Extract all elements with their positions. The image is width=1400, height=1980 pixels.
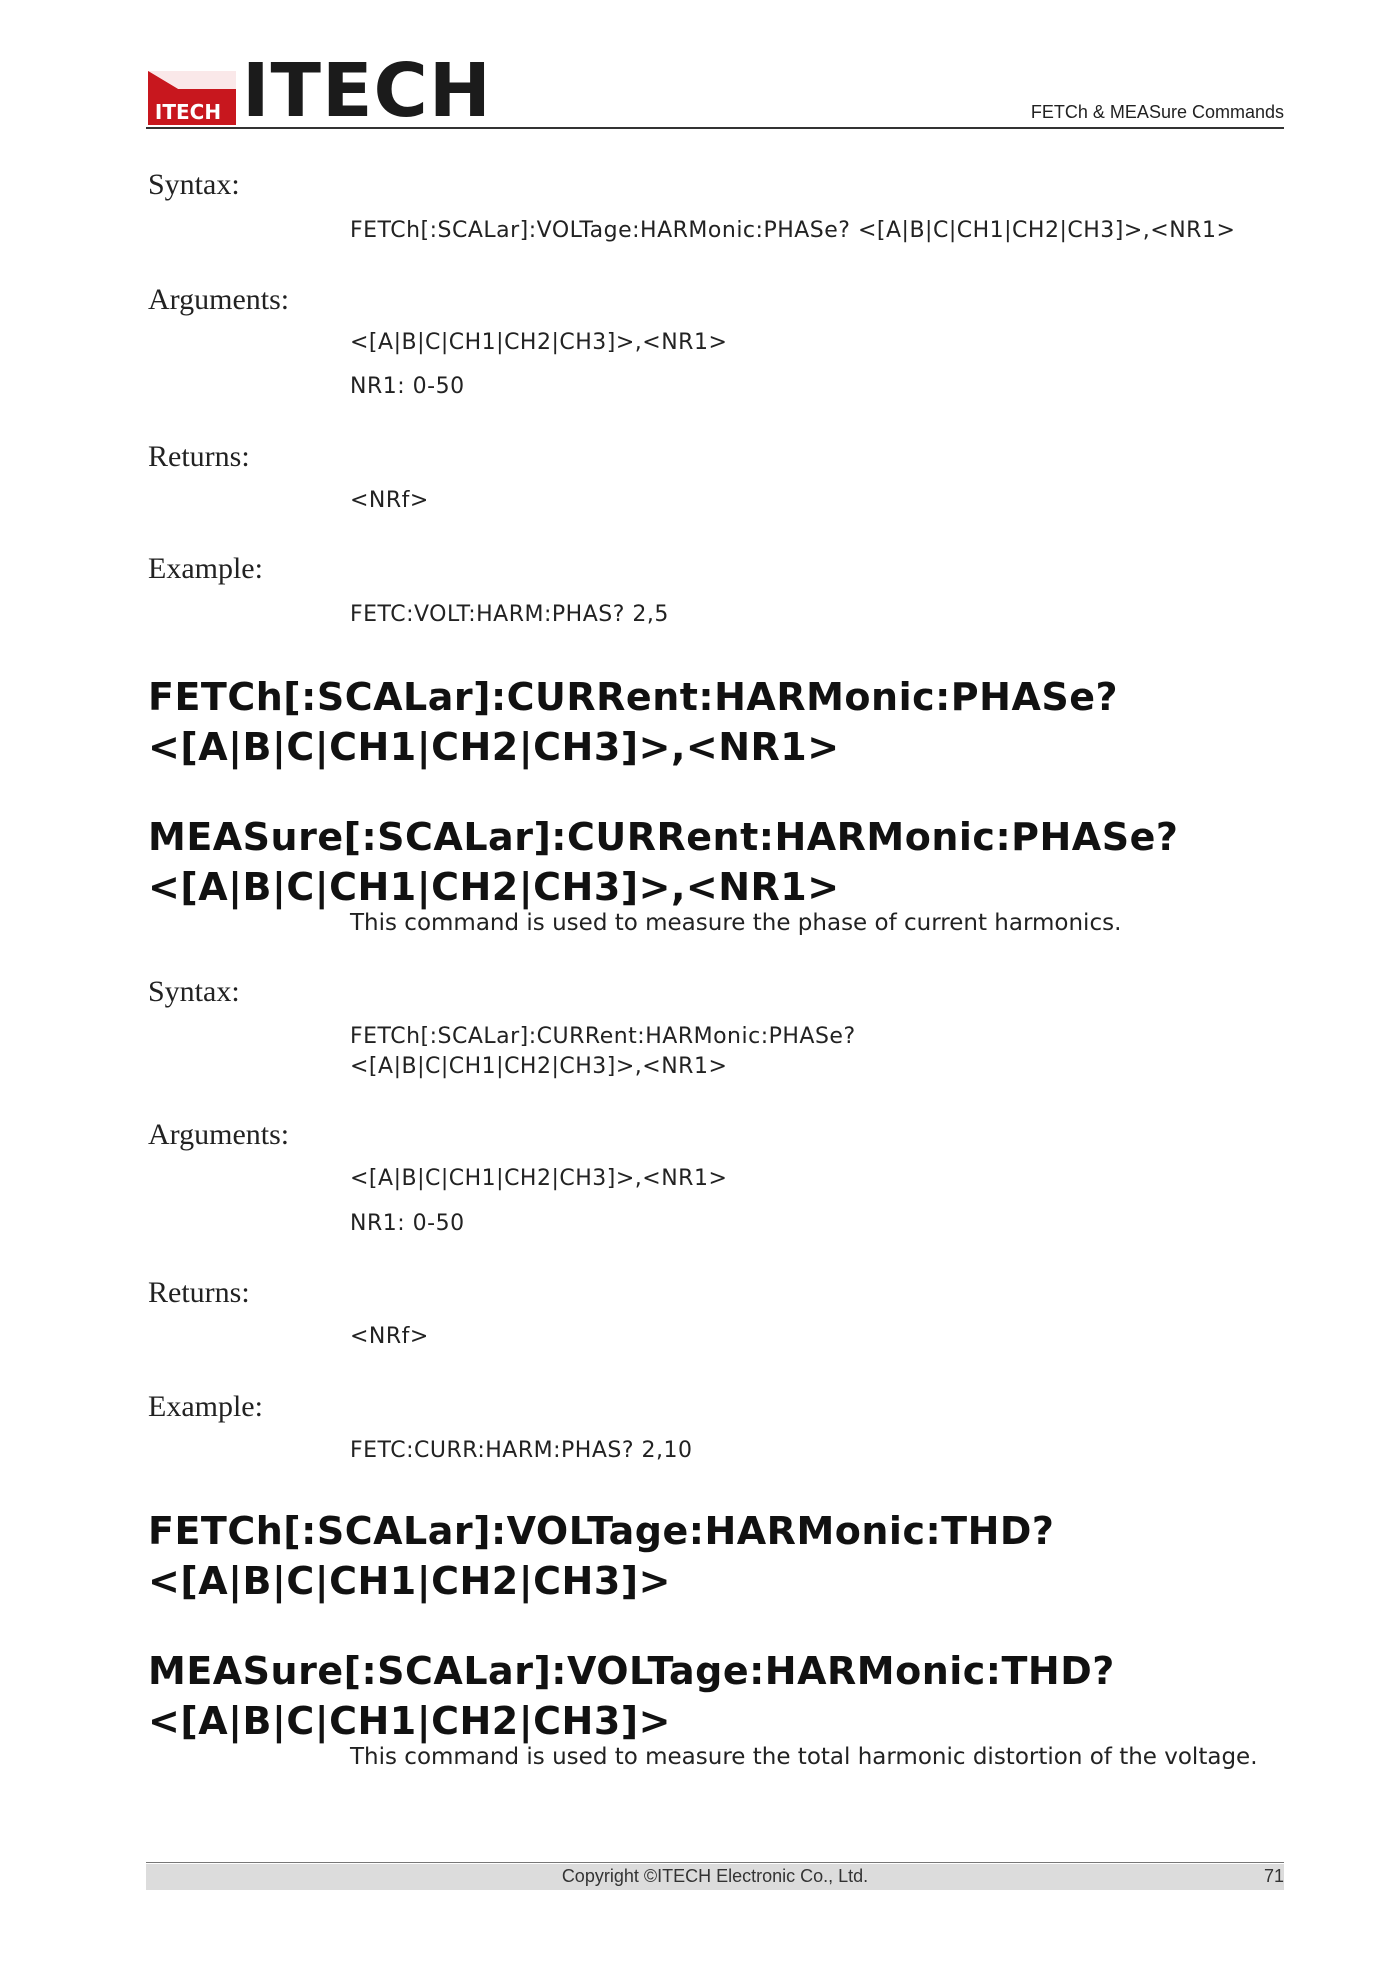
footer-copyright: Copyright ©ITECH Electronic Co., Ltd. [561, 1866, 869, 1886]
returns-value: <NRf> [350, 488, 429, 513]
returns-label: Returns: [148, 1276, 250, 1309]
example-label: Example: [148, 1390, 263, 1423]
heading-line: FETCh[:SCALar]:CURRent:HARMonic:PHASe? [148, 675, 1119, 719]
command-heading-measure [148, 812, 1178, 912]
heading-line: <[A|B|C|CH1|CH2|CH3]>,<NR1> [148, 865, 840, 909]
heading-line: MEASure[:SCALar]:CURRent:HARMonic:PHASe? [148, 815, 1179, 859]
arguments-label: Arguments: [148, 1118, 290, 1151]
syntax-value: FETCh[:SCALar]:VOLTage:HARMonic:PHASe? <[A|B|C|CH1|CH2|CH3]>,<NR1> [350, 218, 1236, 243]
heading-line: FETCh[:SCALar]:VOLTage:HARMonic:THD? [148, 1509, 1055, 1553]
arguments-value: <[A|B|C|CH1|CH2|CH3]>,<NR1> [350, 1166, 728, 1191]
itech-logo [148, 48, 492, 134]
heading-line: MEASure[:SCALar]:VOLTage:HARMonic:THD? [148, 1649, 1115, 1693]
itech-logo-mark-icon [148, 71, 236, 125]
logo-wordmark: ITECH [242, 48, 492, 134]
returns-label: Returns: [148, 440, 250, 473]
command-description: This command is used to measure the phase of current harmonics. [350, 910, 1122, 936]
syntax-value: FETCh[:SCALar]:CURRent:HARMonic:PHASe? [350, 1024, 856, 1049]
header-divider [146, 127, 1284, 129]
example-value: FETC:VOLT:HARM:PHAS? 2,5 [350, 602, 669, 627]
header-section-title: FETCh & MEASure Commands [1030, 102, 1284, 122]
page-number: 71 [1263, 1866, 1284, 1886]
logo-mark-text: ITECH [154, 100, 222, 124]
example-label: Example: [148, 552, 263, 585]
syntax-label: Syntax: [148, 168, 240, 201]
syntax-label: Syntax: [148, 975, 240, 1008]
heading-line: <[A|B|C|CH1|CH2|CH3]> [148, 1559, 671, 1603]
heading-line: <[A|B|C|CH1|CH2|CH3]> [148, 1699, 671, 1743]
returns-value: <NRf> [350, 1324, 429, 1349]
command-heading-fetch [148, 1506, 1054, 1606]
arguments-label: Arguments: [148, 283, 290, 316]
command-heading-measure [148, 1646, 1115, 1746]
footer-divider [146, 1862, 1284, 1863]
arguments-range: NR1: 0-50 [350, 1211, 465, 1236]
arguments-value: <[A|B|C|CH1|CH2|CH3]>,<NR1> [350, 330, 728, 355]
command-heading-fetch [148, 672, 1118, 772]
command-description: This command is used to measure the total harmonic distortion of the voltage. [350, 1744, 1258, 1770]
arguments-range: NR1: 0-50 [350, 374, 465, 399]
heading-line: <[A|B|C|CH1|CH2|CH3]>,<NR1> [148, 725, 840, 769]
syntax-value-cont: <[A|B|C|CH1|CH2|CH3]>,<NR1> [350, 1054, 728, 1079]
example-value: FETC:CURR:HARM:PHAS? 2,10 [350, 1438, 693, 1463]
